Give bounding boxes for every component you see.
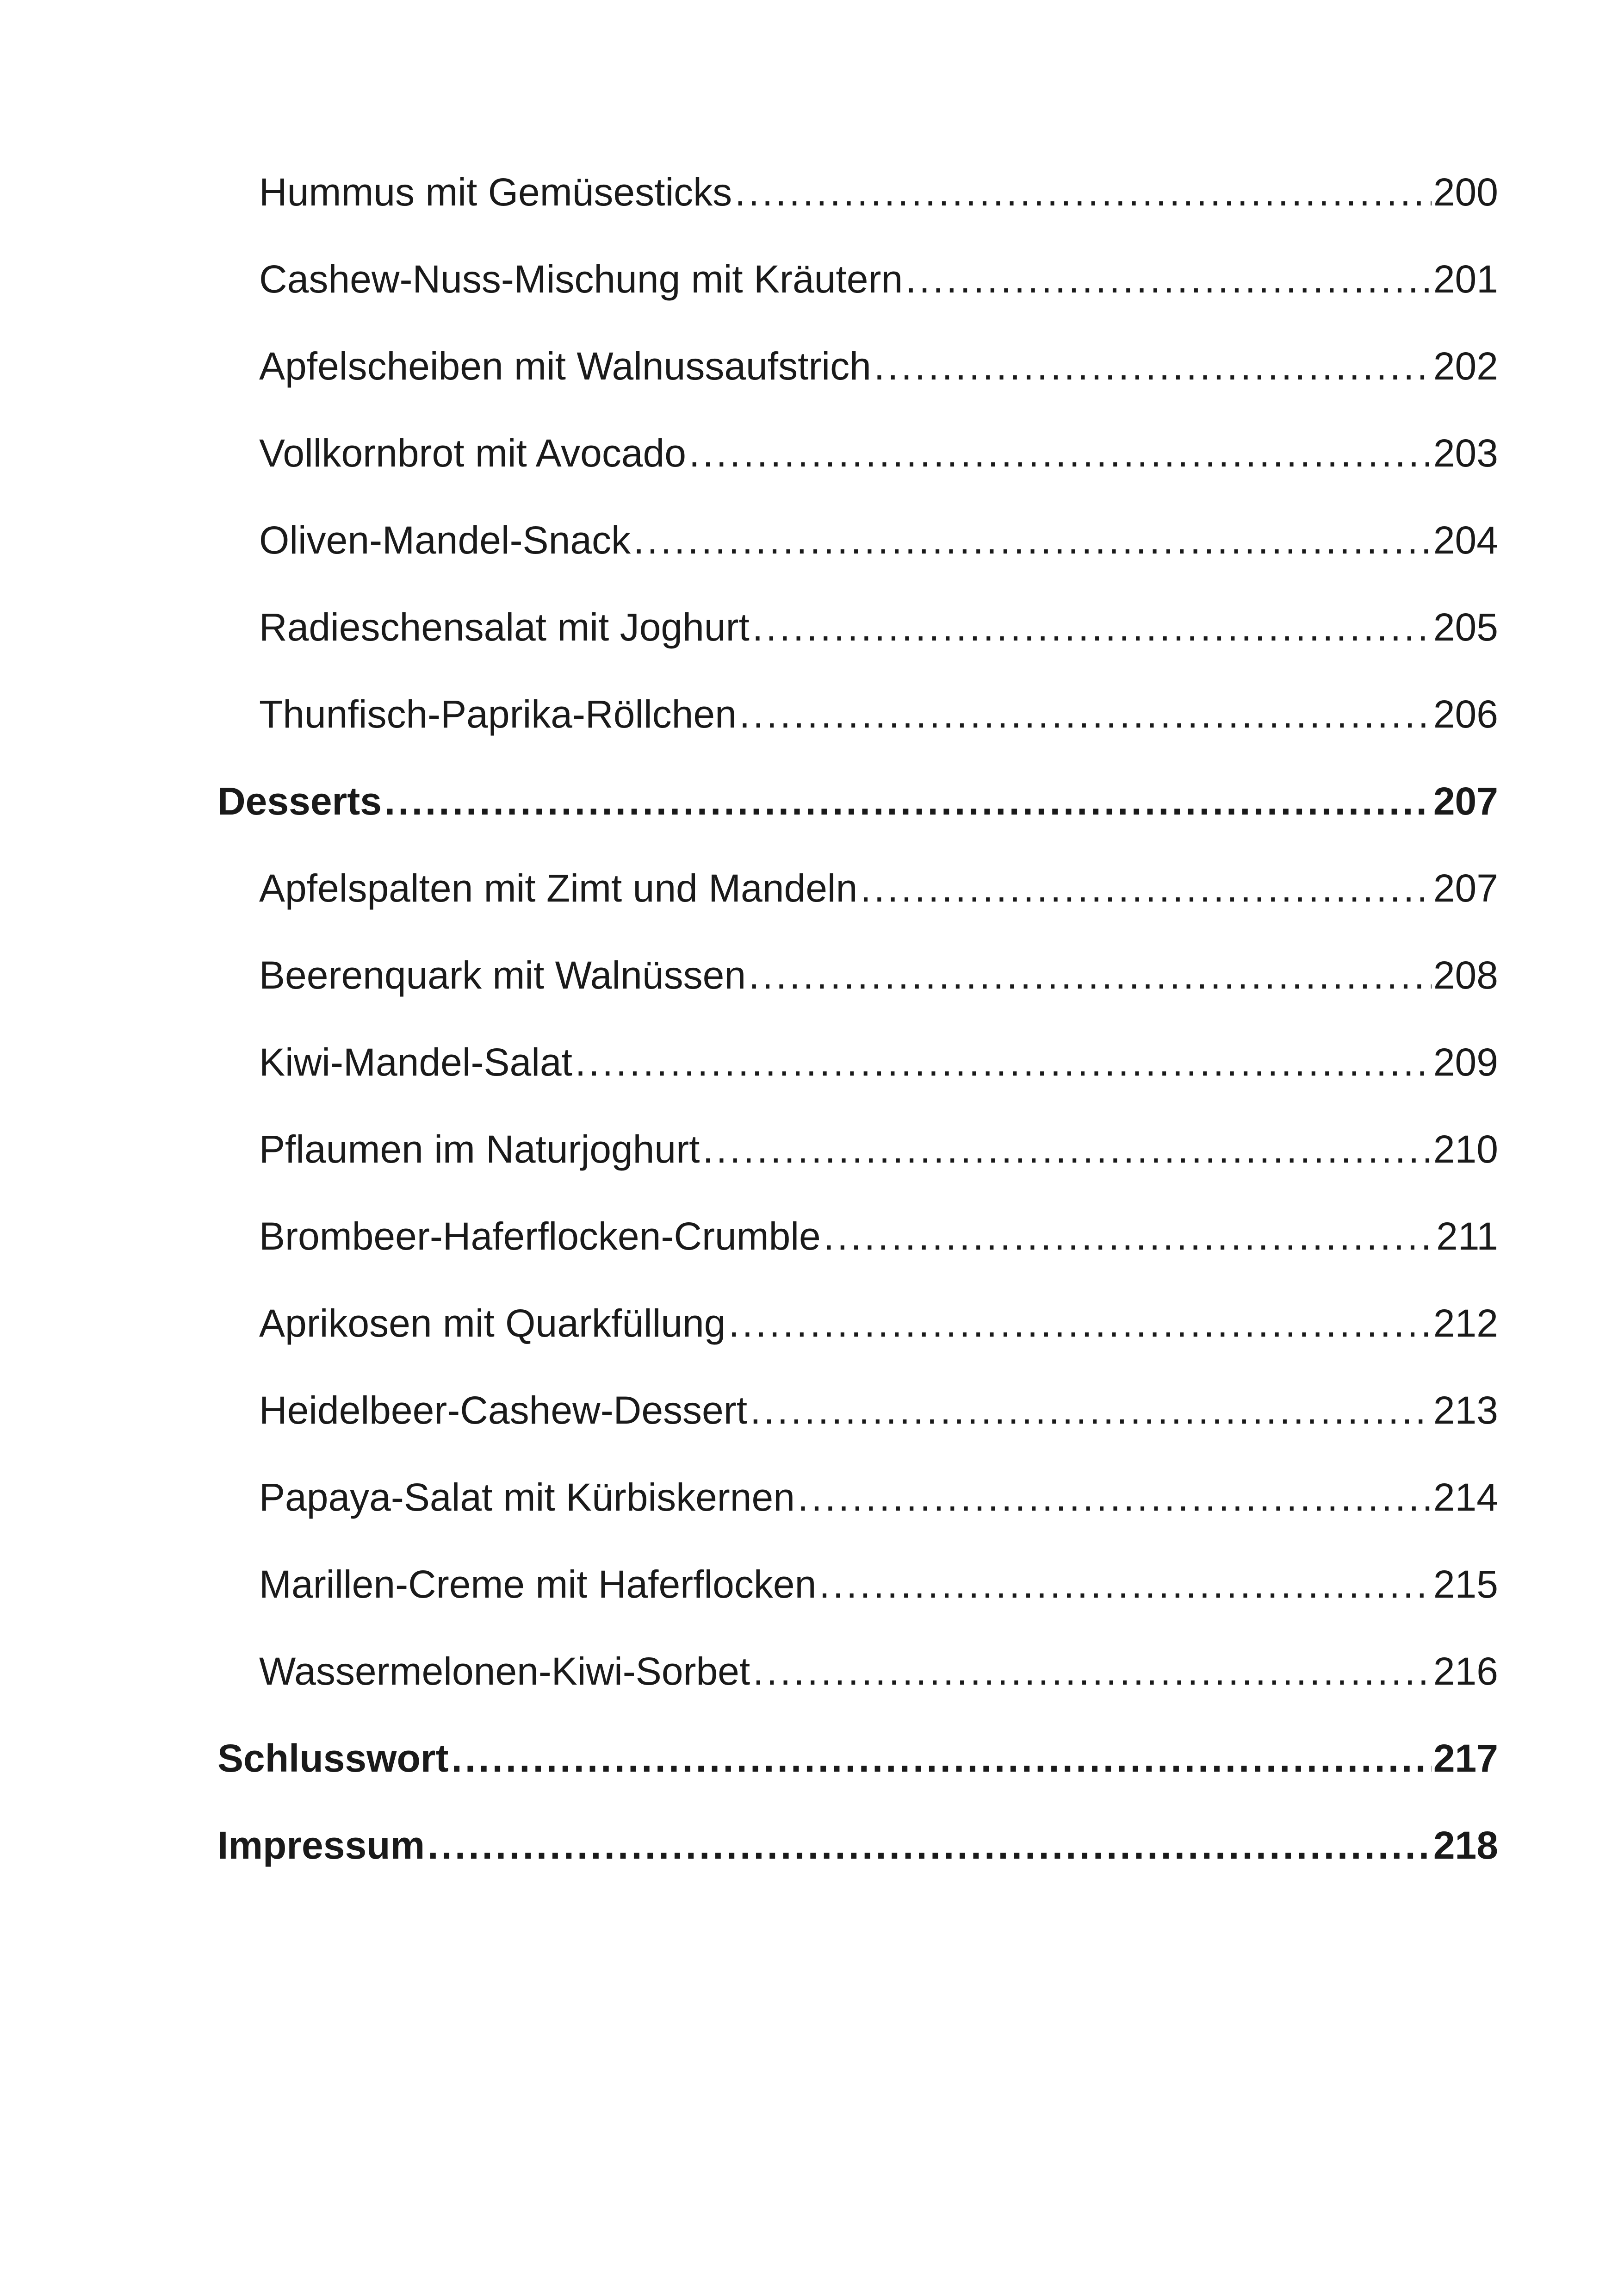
toc-dot-leader	[384, 773, 1432, 829]
toc-entry-title: Papaya-Salat mit Kürbiskernen	[259, 1475, 795, 1519]
toc-entry-title: Kiwi-Mandel-Salat	[259, 1040, 572, 1084]
toc-dot-leader	[702, 1121, 1431, 1177]
toc-entry[interactable]	[217, 164, 1498, 251]
toc-dot-leader	[753, 1643, 1432, 1699]
toc-dot-leader	[750, 1382, 1432, 1438]
toc-page-number: 212	[1433, 1301, 1498, 1345]
toc-entry[interactable]	[217, 599, 1498, 686]
toc-page-number: 215	[1433, 1562, 1498, 1606]
toc-entry-title: Hummus mit Gemüsesticks	[259, 170, 732, 214]
toc-entry[interactable]	[217, 1556, 1498, 1643]
toc-entry[interactable]	[217, 512, 1498, 599]
toc-entry[interactable]	[217, 338, 1498, 425]
toc-dot-leader	[633, 512, 1432, 568]
toc-dot-leader	[735, 164, 1432, 220]
toc-entry-title: Apfelscheiben mit Walnussaufstrich	[259, 344, 871, 388]
toc-entry-title: Beerenquark mit Walnüssen	[259, 953, 746, 997]
toc-entry-title: Aprikosen mit Quarkfüllung	[259, 1301, 726, 1345]
toc-page-number: 207	[1433, 866, 1498, 910]
toc-chapter-entry[interactable]	[217, 1730, 1498, 1817]
toc-dot-leader	[689, 425, 1432, 481]
toc-entry[interactable]	[217, 1034, 1498, 1121]
toc-dot-leader	[752, 599, 1432, 655]
toc-dot-leader	[824, 1208, 1434, 1264]
toc-entry[interactable]	[217, 1121, 1498, 1208]
toc-dot-leader	[428, 1817, 1432, 1873]
toc-page-number: 205	[1433, 605, 1498, 649]
toc-page-number: 204	[1433, 518, 1498, 562]
toc-entry[interactable]	[217, 860, 1498, 947]
toc-chapter-title: Desserts	[217, 779, 382, 823]
toc-entry[interactable]	[217, 1643, 1498, 1730]
toc-entry-title: Pflaumen im Naturjoghurt	[259, 1127, 700, 1171]
toc-page-number: 218	[1433, 1823, 1498, 1867]
toc-chapter-title: Schlusswort	[217, 1736, 449, 1780]
toc-entry[interactable]	[217, 1208, 1498, 1295]
toc-dot-leader	[728, 1295, 1431, 1351]
toc-page-number: 208	[1433, 953, 1498, 997]
toc-page-number: 216	[1433, 1649, 1498, 1693]
toc-entry[interactable]	[217, 1295, 1498, 1382]
toc-chapter-entry[interactable]	[217, 773, 1498, 860]
toc-page-number: 207	[1433, 779, 1498, 823]
toc-dot-leader	[451, 1730, 1431, 1786]
toc-entry[interactable]	[217, 425, 1498, 512]
toc-entry[interactable]	[217, 686, 1498, 773]
toc-page-number: 203	[1433, 431, 1498, 475]
toc-dot-leader	[798, 1469, 1432, 1525]
toc-entry[interactable]	[217, 251, 1498, 338]
toc-page-number: 213	[1433, 1388, 1498, 1432]
toc-page-number: 214	[1433, 1475, 1498, 1519]
toc-page-number: 202	[1433, 344, 1498, 388]
toc-dot-leader	[905, 251, 1432, 307]
toc-page-number: 209	[1433, 1040, 1498, 1084]
toc-chapter-entry[interactable]	[217, 1817, 1498, 1904]
toc-entry-title: Cashew-Nuss-Mischung mit Kräutern	[259, 257, 903, 301]
toc-dot-leader	[819, 1556, 1432, 1612]
toc-entry-title: Apfelspalten mit Zimt und Mandeln	[259, 866, 858, 910]
toc-dot-leader	[874, 338, 1432, 394]
toc-entry-title: Marillen-Creme mit Haferflocken	[259, 1562, 817, 1606]
toc-entry-title: Vollkornbrot mit Avocado	[259, 431, 686, 475]
toc-dot-leader	[860, 860, 1432, 916]
toc-page-number: 206	[1433, 692, 1498, 736]
toc-page-number: 217	[1433, 1736, 1498, 1780]
toc-entry-title: Oliven-Mandel-Snack	[259, 518, 631, 562]
toc-entry-title: Brombeer-Haferflocken-Crumble	[259, 1214, 821, 1258]
toc-entry-title: Heidelbeer-Cashew-Dessert	[259, 1388, 748, 1432]
toc-page-number: 211	[1436, 1214, 1498, 1258]
toc-entry[interactable]	[217, 947, 1498, 1034]
toc-chapter-title: Impressum	[217, 1823, 425, 1867]
table-of-contents	[217, 164, 1498, 1904]
toc-entry-title: Thunfisch-Paprika-Röllchen	[259, 692, 737, 736]
toc-dot-leader	[575, 1034, 1432, 1090]
toc-dot-leader	[739, 686, 1432, 742]
toc-entry[interactable]	[217, 1469, 1498, 1556]
toc-entry-title: Radieschensalat mit Joghurt	[259, 605, 750, 649]
toc-entry-title: Wassermelonen-Kiwi-Sorbet	[259, 1649, 750, 1693]
toc-page-number: 201	[1433, 257, 1498, 301]
toc-dot-leader	[749, 947, 1432, 1003]
toc-entry[interactable]	[217, 1382, 1498, 1469]
toc-page-number: 210	[1433, 1127, 1498, 1171]
toc-page-number: 200	[1433, 170, 1498, 214]
